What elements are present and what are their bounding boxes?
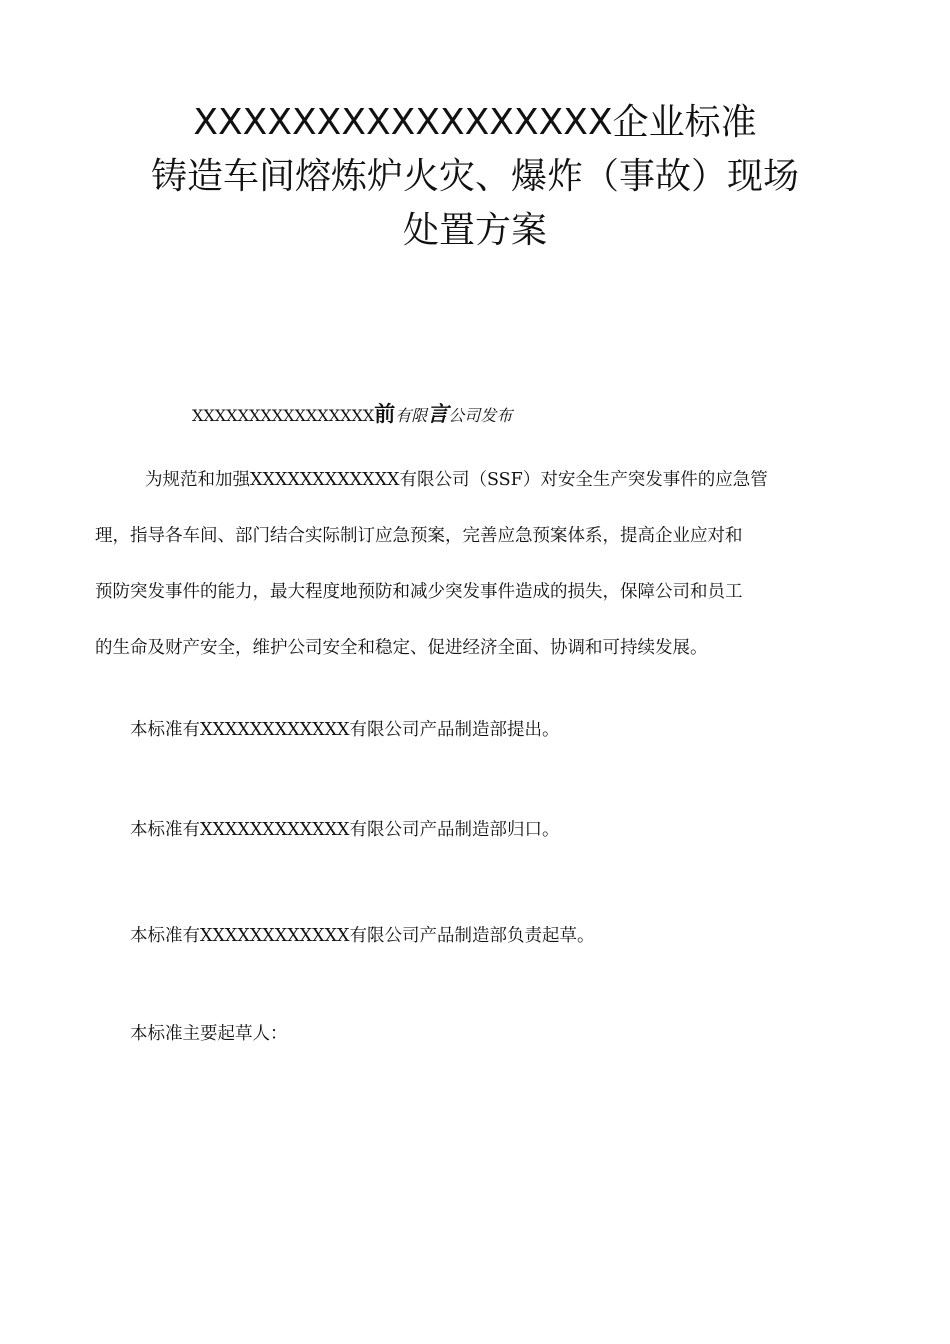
intro-line: 理，指导各车间、部门结合实际制订应急预案，完善应急预案体系，提高企业应对和 (95, 526, 743, 546)
publisher-line (192, 400, 512, 430)
publisher-word-2: 有 (395, 406, 412, 425)
title-line-plan: 处置方案 (402, 210, 547, 251)
intro-line: 的生命及财产安全，维护公司安全和稳定、促进经济全面、协调和可持续发展。 (95, 638, 708, 658)
intro-line: 预防突发事件的能力，最大程度地预防和减少突发事件造成的损失，保障公司和员工 (95, 582, 743, 602)
publisher-word-3: 限 (411, 406, 428, 425)
intro-paragraph (95, 452, 855, 676)
title-line-standard: XXXXXXXXXXXXXXXXX企业标准 (193, 102, 757, 143)
intro-line: 为规范和加强XXXXXXXXXXXX有限公司（SSF）对安全生产突发事件的应急管 (145, 470, 768, 490)
publisher-prefix: XXXXXXXXXXXXXXXX (192, 406, 375, 425)
publisher-suffix: 公司发布 (448, 406, 513, 425)
document-title (60, 96, 890, 258)
statement-managed: 本标准有XXXXXXXXXXXX有限公司产品制造部归口。 (130, 820, 560, 840)
title-line-subject: 铸造车间熔炼炉火灾、爆炸（事故）现场 (150, 156, 799, 197)
statement-proposed: 本标准有XXXXXXXXXXXX有限公司产品制造部提出。 (130, 720, 560, 740)
publisher-word-4: 言 (427, 402, 449, 426)
statement-drafters: 本标准主要起草人： (130, 1024, 288, 1044)
publisher-word-1: 前 (374, 402, 396, 426)
statement-drafted: 本标准有XXXXXXXXXXXX有限公司产品制造部负责起草。 (130, 926, 595, 946)
